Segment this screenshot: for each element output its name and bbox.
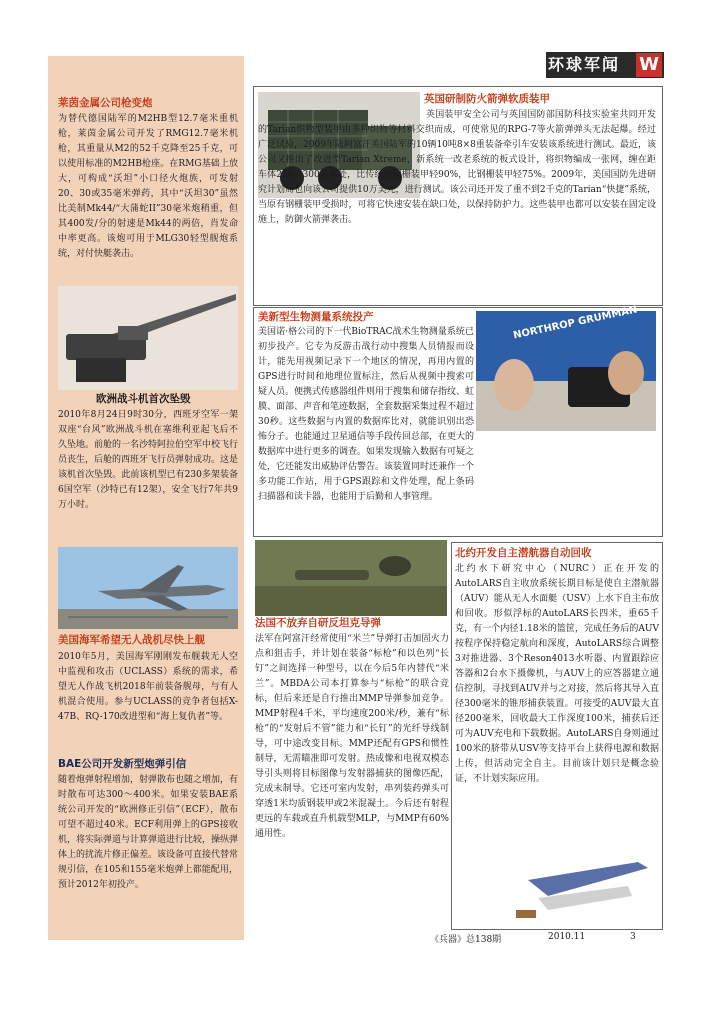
article-title-rheinmetall: 莱茵金属公司枪变炮 <box>58 97 153 109</box>
cannon-illustration <box>58 286 238 390</box>
jet-illustration <box>58 547 238 629</box>
weapon-logo-badge: W <box>636 53 662 77</box>
article-title-uclass: 美国海军希望无人战机尽快上舰 <box>58 634 205 646</box>
missile-launch-photo <box>255 540 447 616</box>
autolars-photo <box>508 852 658 924</box>
article-title-biotrac: 美新型生物测量系统投产 <box>258 311 374 323</box>
article-body-france: 法军在阿富汗经常使用“米兰”导弹打击加固火力点和狙击手，并计划在装备“标枪”和以色列“长钉”之间选择一种型号，以在今后5年内替代“米兰”。MBDA公司本打算参与“标枪”的联合竞标，但后来还是自行推出MMP导弹参加竞争。MMP射程4千米，平均速度200米/秒，兼有“标枪”的“发射后不管”能力和“长钉”的光纤导线制导，可中途改变目标。MMP还配有GPS和惯性制导，无需瞄准即可发射。热成像和电视双模态导引头则将目标图像与发射器捕获的图像匹配，完成末制导。它还可室内发射，串列装药弹头可穿透1米均质钢装甲或2米混凝土。今后还有射程更远的车载或直升机载型MLP，与MMP有60%通用性。 <box>255 634 449 839</box>
page-number: 3 <box>630 932 636 942</box>
cannon-photo <box>58 286 238 390</box>
article-title-bae: BAE公司开发新型炮弹引信 <box>58 758 187 770</box>
magazine-issue: 《兵器》总138期 <box>430 935 502 945</box>
fighter-jet-photo <box>58 547 238 629</box>
article-title-typhoon: 欧洲战斗机首次坠毁 <box>96 393 191 405</box>
article-body-typhoon: 2010年8月24日9时30分，西班牙空军一架双座“台风”欧洲战斗机在塞维利亚起飞后不久坠地。前舱的一名沙特阿拉伯空军中校飞行员丧生，后舱的西班牙飞行员弹射成功。这是该机首次坠毁。此前该机型已有230多架装备6国空军（沙特已有12架），安全飞行7年共9万小时。 <box>58 410 239 510</box>
article-body-tarian: 英国装甲安全公司与英国国防部国防科技实验室共同开发的Tarian织物型装甲由多种织物等材料交织而成，可使常见的RPG-7等火箭弹弹头无法起爆。经过广泛试验，2009年陆阿富汗英国陆军的10辆10吨8×8重装备牵引车安装该系统进行测试。最近，该公司又推出了改进型Tarian Xtreme，新系统一改老系统的板式设计，将织物编成一张网，缠在距车体250～300毫米处，比传统的钢栅装甲轻90%，比钢栅装甲轻75%。2009年，美国国防先进研究计划局也向该公司提供10万美元，进行测试。该公司还开发了重不到2千克的Tarian“快捷”系统，当原有钢栅装甲受损时，可将它快速安装在缺口处，以保持防护力。这些装甲也都可以安装在固定设施上，防御火箭弹袭击。 <box>258 110 656 225</box>
autolars-illustration <box>508 852 658 924</box>
issue-date: 2010.11 <box>548 932 586 942</box>
article-body-rheinmetall: 为替代德国陆军的M2HB型12.7毫米重机枪，莱茵金属公司开发了RMG12.7毫米机枪，其重量从M2的52千克降至25千克，可以使用标准的M2HB枪座。在RMG基础上放大，可构成“沃坦”小口径火炮族，可发射20、30或35毫米弹药，其中“沃坦30”虽然比美制Mk44/“大蒲蛇II”30毫米炮稍重，但其400发/分的射速是Mk44的两倍，肖发命中率更高。该炮可用于MLG30轻型舰炮系统，对付快艇袭击。 <box>58 114 238 259</box>
column-name: 环球军闻 <box>548 55 621 74</box>
article-title-france: 法国不放弃自研反坦克导弹 <box>255 617 381 629</box>
northrop-grumman-sign: NORTHROP GRUMMAN <box>512 304 639 342</box>
article-title-tarian: 英国研制防火箭弹软质装甲 <box>424 93 550 105</box>
article-title-nurc: 北约开发自主潜航器自动回收 <box>455 547 592 559</box>
article-body-uclass: 2010年5月，美国海军刚刚发布舰载无人空中监视和攻击（UCLASS）系统的需求，希望无人作战飞机2018年前装备舰母，与有人机混合使用。参与UCLASS的竞争者包括X-47B、RQ-170改进型和“海上复仇者”等。 <box>58 652 238 722</box>
article-body-biotrac: 美国诺·格公司的下一代BioTRAC战术生物测量系统已初步投产。它专为反游击战行动中搜集人员情报而设计，能先用视频记录下一个地区的情况，再用内置的GPS进行时间和地理位置标注，然后从视频中搜索可疑人员。便携式传感器组件则用于搜集和储存指纹、虹膜、面部、声音和笔迹数据，全套数据采集过程不超过30秒。这些数据与内置的数据库比对，就能识别出恐怖分子。也能通过卫星通信等手段传回总部，在更大的数据库中进行更多的调查。如果发现输入数据有可疑之处，它还能发出威胁评估警告。该装置同时还兼作一个多功能工作站，用于GPS跟踪和文件处理，配上条码扫描器和读卡器，也能用于后勤和人事管理。 <box>258 327 475 502</box>
article-body-nurc: 北约水下研究中心（NURC）正在开发的AutoLARS自主收放系统长期目标是使自主潜航器（AUV）能从无人水面艇（USV）上水下自主布放和回收。形似浮标的AutoLARS长四米，重65千克，有一个内径1.18米的篮筐，完成任务后的AUV按程序保持稳定航向和深度，AutoLARS综合调整3对推进器、3个Reson4013水听器、内置跟踪应答器和2台水下摄像机，与AUV上的应答器建立通信控制，寻找到AUV并与之对接，然后将其导入直径300毫米的锥形捕获装置。可接受的AUV最大直径200毫米，回收最大工作深度100米，捕获后还可为AUV充电和下载数据。AutoLARS自身则通过100米的脐带从USV等支持平台上获得电源和数据上传，但活动完全自主。目前该计划只是概念验证，不计划实际应用。 <box>455 564 659 784</box>
article-body-bae: 随着炮弹射程增加，射弹散布也随之增加，有时散布可达300～400米。如果安装BAE系统公司开发的“欧洲修正引信”（ECF），散布可望不超过40米。ECF利用弹上的GPS接收机，将实际弹道与计算弹道进行比较，操纵弹体上的扰流片修正偏差。该设备可直接代替常规引信，在105和155毫米炮弹上都能配用，预计2012年初投产。 <box>58 775 239 890</box>
missile-illustration <box>255 540 447 616</box>
